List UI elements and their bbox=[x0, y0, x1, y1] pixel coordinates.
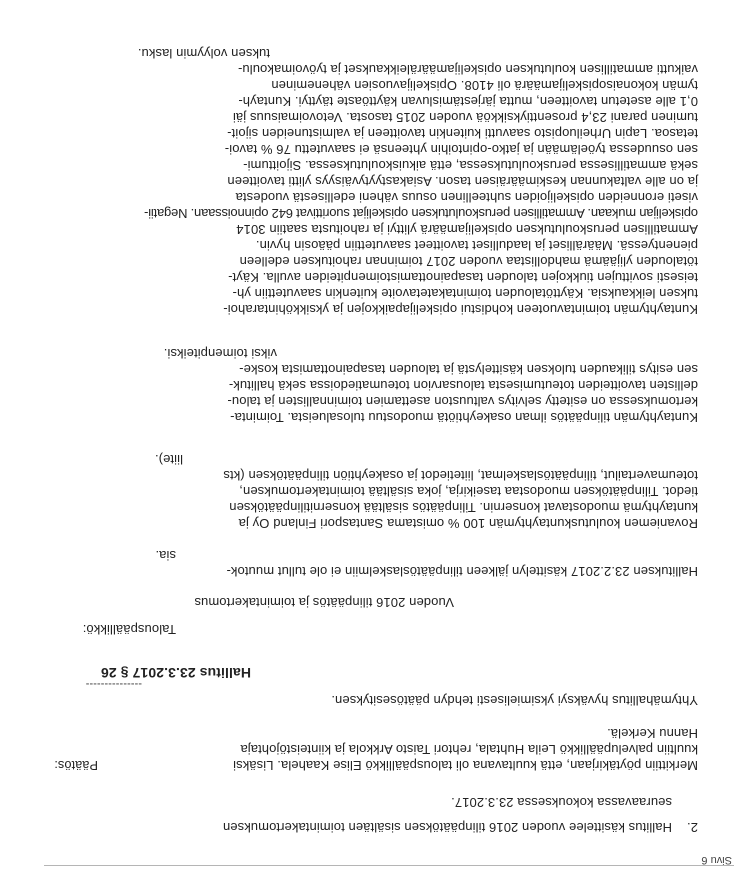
para4-line-12: tetasoa. Lapin Urheiluopisto saavutti kuitenkin tavoitteen ja valmistuneiden sijoit- bbox=[227, 126, 698, 141]
para3-line-3: dellisten tavoitteiden toteutumisesta talousarvion toteumatiedoissa sekä hallituk- bbox=[228, 378, 698, 393]
decision-line-3: Hannu Kerkelä. bbox=[606, 726, 698, 741]
header-rule bbox=[44, 854, 734, 866]
para4-line-16: vaikutti ammatillisen koulutuksen opiskelijamääräleikkaukset ja työvoimakoulu- bbox=[237, 62, 698, 77]
para4-line-4: tötalouden ylijäämä mahdollistaa vuoden 2017 toiminnan rahoituksen edelleen bbox=[239, 254, 698, 269]
para2-line-4: toteumavertailut, tilinpäätöslaskelmat, liitetiedot ja osakeyhtiön tilinpäätöksen (kts bbox=[223, 468, 698, 483]
decision-line-1: Merkittiin pöytäkirjaan, että kuultavana oli talouspäällikkö Elise Kaahela. Lisäksi bbox=[233, 758, 698, 773]
para4-line-14: 0,1 alle asetetun tavoitteen, mutta järjestämisluvan käyttöaste täyttyi. Kuntayh- bbox=[238, 94, 698, 109]
para4-line-7: opiskelijan mukaan. Ammatillisen peruskoulutuksen opiskelijat suorittivat 642 opinnoissaan. Negatii- bbox=[144, 206, 698, 221]
decision-approval: Yhtymähallitus hyväksyi yksimielisesti tehdyn päätösesityksen. bbox=[331, 693, 698, 708]
page-number: Sivu 6 bbox=[701, 854, 732, 866]
item2-line-1: Hallitus käsittelee vuoden 2016 tilinpäätöksen sisältäen toimintakertomuksen bbox=[222, 820, 672, 835]
para4-line-1: Kuntayhtymän toimintavuoteen kohdistui opiskelijapaikkojen ja yksikköhintarahoi- bbox=[223, 302, 698, 317]
para4-line-13: tuminen parani 23,4 prosenttiyksikköä vuoden 2015 tasosta. Vetovoimaisuus jäi bbox=[232, 110, 698, 125]
para3-line-5: viksi toimenpiteiksi. bbox=[163, 346, 277, 361]
para4-line-17: tuksen volyymin lasku. bbox=[137, 46, 270, 61]
section-heading: Hallitus 23.3.2017 § 26 bbox=[100, 665, 251, 681]
decision-label: Päätös: bbox=[54, 758, 98, 773]
item-number: 2. bbox=[686, 820, 698, 835]
para1-line-1: Hallituksen 23.2.2017 käsittelyn jälkeen tilinpäätöslaskelmiin ei ole tullut muutok- bbox=[226, 564, 698, 579]
separator-dashes: --------------- bbox=[85, 678, 142, 690]
para3-line-2: kertomuksessa on esitetty selvitys valtuuston asettamien toiminnallisten ja talou- bbox=[227, 394, 698, 409]
para2-line-2: kuntayhtymä muodostavat konsernin. Tilinpäätös sisältää konsernitilinpäätöksen bbox=[229, 500, 698, 515]
para4-line-15: tymän kokonaisopiskelijamäärä oli 4108. Opiskelijavuosien väheneminen bbox=[271, 78, 698, 93]
presenter-label: Talouspäällikkö: bbox=[82, 622, 176, 637]
section-subheading: Vuoden 2016 tilinpäätös ja toimintakertomus bbox=[194, 595, 454, 610]
para4-line-6: Ammatillisen peruskoulutuksen opiskelijamäärä ylittyi ja rahoitusta saatiin 3014 bbox=[236, 222, 698, 237]
para4-line-3: teisesti sovittujen tiukkojen talouden tasapainottamistoimenpiteiden avulla. Käyt- bbox=[228, 270, 698, 285]
para4-line-9: ja on alle valtakunnan keskimääräisen tason. Asiakastyytyväisyys ylitti tavoitteen bbox=[227, 174, 698, 189]
para4-line-8: viseti eronneiden opiskelijoiden suhteellinen osuus väheni edellisestä vuodesta bbox=[235, 190, 698, 205]
para4-line-5: pienentyessä. Määrälliset ja laadulliset tavoitteet saavutettiin pääosin hyvin. bbox=[255, 238, 698, 253]
para3-line-4: sen esitys tilikauden tuloksen käsittelystä ja talouden tasapainottamista koske- bbox=[239, 362, 698, 377]
para4-line-11: sen osuudessa työelämään ja jatko-opintoihin yhteensä ei saavutettu 76 % tavoi- bbox=[224, 142, 698, 157]
para4-line-2: tuksen leikkauksia. Käyttötalouden toimintakatetavoite kuitenkin saavutettiin yh- bbox=[232, 286, 698, 301]
para2-line-1: Rovaniemen koulutuskuntayhtymän 100 % omistama Santaspori Finland Oy ja bbox=[238, 516, 698, 531]
decision-line-2: kuultiin palvelupäällikkö Leila Huhtala, rehtori Taisto Arkkola ja kiinteistöjohtaja bbox=[240, 742, 698, 757]
para4-line-10: sekä ammatillisessa peruskoulutuksessa, että aikuiskoulutuksessa. Sijoittumi- bbox=[243, 158, 698, 173]
para2-line-5: liite). bbox=[154, 452, 183, 467]
para3-line-1: Kuntayhtymän tilinpäätös ilman osakeyhtiötä muodostuu tulosalueista. Toiminta- bbox=[230, 410, 698, 425]
para1-line-2: sia. bbox=[155, 548, 176, 563]
item2-line-2: seuraavassa kokouksessa 23.3.2017. bbox=[451, 795, 672, 810]
para2-line-3: tiedot. Tilinpäätöksen muodostaa taseikirja, joka sisältää toimintakertomuksen, bbox=[239, 484, 698, 499]
